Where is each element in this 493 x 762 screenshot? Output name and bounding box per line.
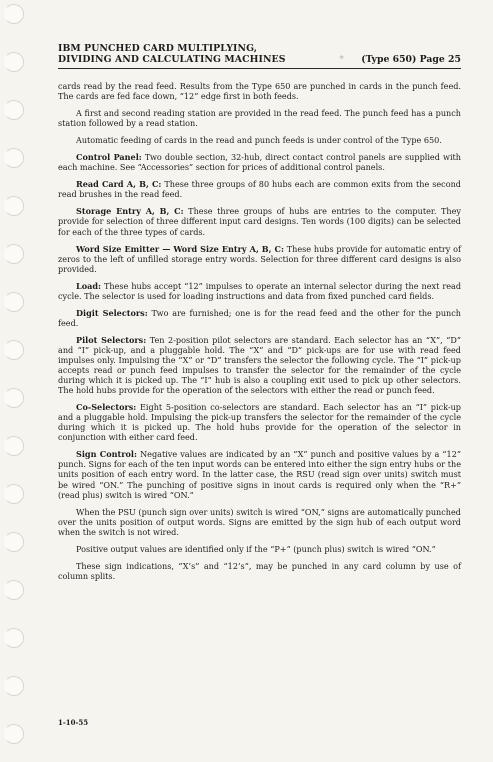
binder-hole [4, 4, 24, 24]
paragraph-text: cards read by the read feed. Results from the Type 650 are punched in cards in the punch feed. The cards are fed face down, “12” edge first in both feeds. [58, 81, 461, 102]
binder-holes [0, 0, 30, 762]
paragraph-text: Automatic feeding of cards in the read and punch feeds is under control of the Type 650. [76, 135, 442, 146]
paragraph-term: Pilot Selectors: [76, 334, 147, 345]
paragraph [58, 81, 461, 101]
paragraph [58, 135, 461, 145]
binder-hole [4, 100, 24, 120]
paragraph [58, 244, 461, 274]
binder-hole [4, 628, 24, 648]
paragraph-term: Digit Selectors: [76, 307, 148, 318]
binder-hole [4, 676, 24, 696]
binder-hole [4, 436, 24, 456]
binder-hole [4, 580, 24, 600]
paragraph-term: Word Size Emitter — Word Size Entry A, B, C: [76, 243, 284, 254]
page-number-label: (Type 650) Page 25 [361, 53, 461, 65]
paragraph-text: These hubs accept “12” impulses to operate an internal selector during the next read cycle. The selector is used for loading instructions and data from fixed punched card fields. [58, 280, 461, 301]
binder-hole [4, 52, 24, 72]
paragraph [58, 402, 461, 442]
binder-hole [4, 724, 24, 744]
paragraph [58, 281, 461, 301]
document-page [58, 44, 461, 588]
paragraph [58, 108, 461, 128]
binder-hole [4, 148, 24, 168]
paragraph-text: Ten 2-position pilot selectors are standard. Each selector has an “X”, “D” and “I” pick-up, and a pluggable hold. The “X” and “D” pick-ups are for use with read feed impulses only. Impulsing the “X” or “D” transfers the selector the following cycle. The “I” pick-up accepts read or punch feed impulses to transfer the selector for the remainder of the cycle during which it is picked up. The “I” hub is also a coupling exit used to pick up other selectors. The hold hubs provide for the operation of the selectors with either the read or punch feed. [58, 334, 461, 396]
paragraph [58, 335, 461, 395]
paragraph-text: These hubs provide for automatic entry of zeros to the left of unfilled storage entry words. Selection for three different card designs is also provided. [58, 243, 461, 274]
header-title [58, 44, 286, 65]
binder-hole [4, 292, 24, 312]
paragraph-text: When the PSU (punch sign over units) switch is wired “ON,” signs are automatically punched over the units position of output words. Signs are emitted by the sign hub of each output word when the switch is not wired. [58, 506, 461, 537]
revision-date: 1-10-55 [58, 718, 89, 727]
binder-hole [4, 532, 24, 552]
paragraph-text: A first and second reading station are provided in the read feed. The punch feed has a punch station followed by a read station. [58, 108, 461, 129]
header-page-info [339, 55, 461, 66]
paragraph-text: Two double section, 32-hub, direct contact control panels are supplied with each machine. See “Accessories” section for prices of additional control panels. [58, 152, 462, 173]
paragraph-term: Storage Entry A, B, C: [76, 206, 184, 217]
paragraph [58, 206, 461, 236]
paragraph-text: These sign indications, “X’s” and “12’s”, may be punched in any card column by use of column splits. [58, 560, 461, 581]
paragraph-text: Negative values are indicated by an “X” punch and positive values by a “12” punch. Signs for each of the ten input words can be entered into either the sign entry hubs or the units position of each entry word. In the latter case, the RSU (read sign over units) switch must be wired “ON.” The punching of positive signs in inout cards is required only when the “R+” (read plus) switch is wired “ON.” [58, 449, 461, 500]
paragraph-term: Control Panel: [76, 152, 142, 163]
paragraph-text: Positive output values are identified only if the “P+” (punch plus) switch is wired “ON.” [76, 543, 436, 554]
page-header [58, 44, 461, 69]
binder-hole [4, 484, 24, 504]
paragraph [58, 308, 461, 328]
document-body [58, 81, 461, 581]
header-title-line-2: DIVIDING AND CALCULATING MACHINES [58, 53, 286, 65]
paragraph [58, 179, 461, 199]
paragraph-term: Co-Selectors: [76, 402, 137, 413]
binder-hole [4, 340, 24, 360]
paragraph-text: Two are furnished; one is for the read feed and the other for the punch feed. [58, 307, 461, 328]
binder-hole [4, 244, 24, 264]
header-title-line-1: IBM PUNCHED CARD MULTIPLYING, [58, 43, 258, 54]
paragraph-term: Read Card A, B, C: [76, 179, 162, 190]
paragraph-term: Load: [76, 280, 101, 291]
paragraph [58, 449, 461, 499]
header-separator: * [339, 53, 344, 65]
paragraph-term: Sign Control: [76, 449, 137, 460]
binder-hole [4, 388, 24, 408]
paragraph [58, 544, 461, 554]
paragraph-text: Eight 5-position co-selectors are standard. Each selector has an “I” pick-up and a pluggable hold. Impulsing the pick-up transfers the selector for the remainder of the cycle during which it is picked up. The hold hubs provide for the operation of the selector in conjunction with either card feed. [58, 402, 461, 443]
paragraph-text: These three groups of hubs are entries to the computer. They provide for selection of three different input card designs. Ten words (100 digits) can be selected for each of the three types of cards. [58, 206, 461, 237]
paragraph [58, 152, 461, 172]
paragraph [58, 507, 461, 537]
paragraph [58, 561, 461, 581]
paragraph-text: These three groups of 80 hubs each are common exits from the second read brushes in the read feed. [58, 179, 461, 200]
binder-hole [4, 196, 24, 216]
